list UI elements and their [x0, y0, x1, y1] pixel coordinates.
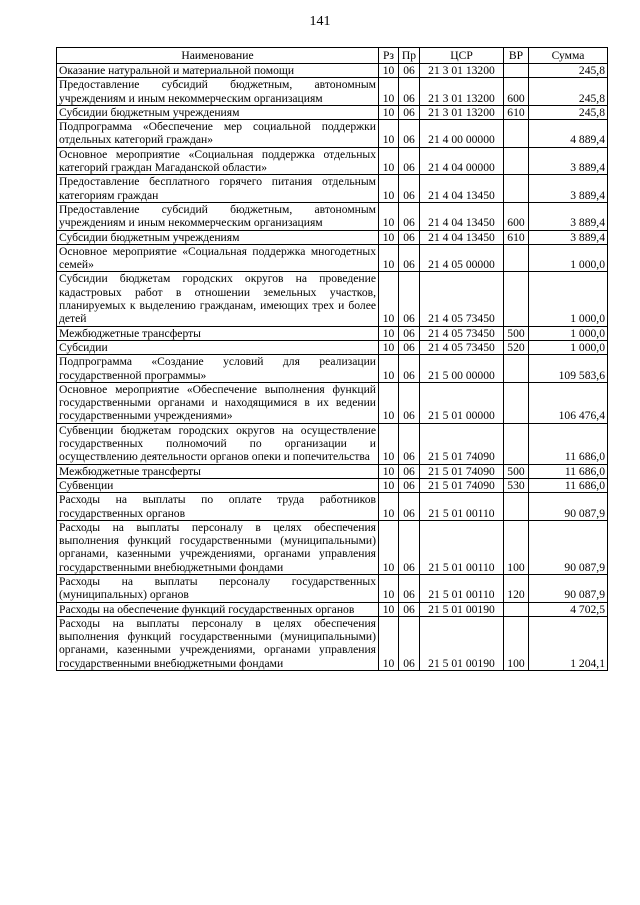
row-sum-cell: 3 889,4 [529, 147, 608, 175]
table-row [57, 175, 608, 203]
row-csr-cell: 21 5 01 74090 [420, 423, 504, 464]
row-rz-cell: 10 [379, 616, 399, 670]
column-header-csr: ЦСР [420, 48, 504, 64]
row-rz-cell: 10 [379, 147, 399, 175]
table-row [57, 493, 608, 521]
row-csr-cell: 21 3 01 13200 [420, 105, 504, 119]
row-vr-cell [504, 382, 529, 423]
row-sum-cell: 1 000,0 [529, 244, 608, 272]
row-pr-cell: 06 [399, 340, 420, 354]
table-row [57, 120, 608, 148]
table-row [57, 382, 608, 423]
row-csr-cell: 21 3 01 13200 [420, 64, 504, 78]
row-pr-cell: 06 [399, 478, 420, 492]
table-body [57, 64, 608, 671]
row-vr-cell [504, 175, 529, 203]
table-header-row [57, 48, 608, 64]
row-rz-cell: 10 [379, 382, 399, 423]
row-vr-cell: 610 [504, 230, 529, 244]
row-pr-cell: 06 [399, 423, 420, 464]
row-sum-cell: 1 000,0 [529, 340, 608, 354]
row-csr-cell: 21 4 04 13450 [420, 175, 504, 203]
row-pr-cell: 06 [399, 602, 420, 616]
row-rz-cell: 10 [379, 326, 399, 340]
table-row [57, 272, 608, 326]
row-sum-cell: 245,8 [529, 78, 608, 106]
row-csr-cell: 21 5 01 74090 [420, 464, 504, 478]
row-sum-cell: 11 686,0 [529, 423, 608, 464]
row-rz-cell: 10 [379, 202, 399, 230]
row-vr-cell: 500 [504, 464, 529, 478]
row-csr-cell: 21 4 04 13450 [420, 202, 504, 230]
row-pr-cell: 06 [399, 78, 420, 106]
row-rz-cell: 10 [379, 340, 399, 354]
row-pr-cell: 06 [399, 120, 420, 148]
row-sum-cell: 3 889,4 [529, 230, 608, 244]
row-pr-cell: 06 [399, 105, 420, 119]
row-vr-cell [504, 64, 529, 78]
row-rz-cell: 10 [379, 230, 399, 244]
column-header-rz: Рз [379, 48, 399, 64]
table-row [57, 326, 608, 340]
row-name-cell: Расходы на обеспечение функций государственных органов [57, 602, 379, 616]
row-csr-cell: 21 5 01 74090 [420, 478, 504, 492]
row-sum-cell: 4 889,4 [529, 120, 608, 148]
row-sum-cell: 3 889,4 [529, 175, 608, 203]
table-row [57, 602, 608, 616]
row-csr-cell: 21 4 00 00000 [420, 120, 504, 148]
row-name-cell: Основное мероприятие «Социальная поддержка многодетных семей» [57, 244, 379, 272]
row-sum-cell: 245,8 [529, 64, 608, 78]
table-row [57, 147, 608, 175]
budget-table [56, 47, 608, 671]
row-sum-cell: 11 686,0 [529, 464, 608, 478]
table-row [57, 355, 608, 383]
table-row [57, 202, 608, 230]
row-csr-cell: 21 4 05 00000 [420, 244, 504, 272]
row-pr-cell: 06 [399, 64, 420, 78]
row-sum-cell: 1 000,0 [529, 326, 608, 340]
page-number: 141 [309, 14, 331, 29]
row-vr-cell [504, 423, 529, 464]
row-csr-cell: 21 4 04 13450 [420, 230, 504, 244]
row-csr-cell: 21 4 05 73450 [420, 340, 504, 354]
row-rz-cell: 10 [379, 520, 399, 574]
row-sum-cell: 90 087,9 [529, 493, 608, 521]
row-sum-cell: 90 087,9 [529, 520, 608, 574]
row-rz-cell: 10 [379, 244, 399, 272]
row-csr-cell: 21 3 01 13200 [420, 78, 504, 106]
row-rz-cell: 10 [379, 272, 399, 326]
row-name-cell: Межбюджетные трансферты [57, 464, 379, 478]
column-header-vr: ВР [504, 48, 529, 64]
table-row [57, 105, 608, 119]
row-pr-cell: 06 [399, 147, 420, 175]
row-vr-cell: 500 [504, 326, 529, 340]
row-csr-cell: 21 5 01 00110 [420, 493, 504, 521]
row-rz-cell: 10 [379, 464, 399, 478]
row-pr-cell: 06 [399, 326, 420, 340]
row-name-cell: Субсидии бюджетным учреждениям [57, 105, 379, 119]
row-csr-cell: 21 5 01 00190 [420, 616, 504, 670]
row-vr-cell: 520 [504, 340, 529, 354]
row-pr-cell: 06 [399, 574, 420, 602]
row-sum-cell: 109 583,6 [529, 355, 608, 383]
row-vr-cell [504, 493, 529, 521]
row-name-cell: Субвенции [57, 478, 379, 492]
row-name-cell: Оказание натуральной и материальной помощи [57, 64, 379, 78]
row-sum-cell: 1 000,0 [529, 272, 608, 326]
row-csr-cell: 21 4 04 00000 [420, 147, 504, 175]
row-name-cell: Субсидии [57, 340, 379, 354]
column-header-sum: Сумма [529, 48, 608, 64]
row-name-cell: Расходы на выплаты по оплате труда работников государственных органов [57, 493, 379, 521]
table-row [57, 478, 608, 492]
row-rz-cell: 10 [379, 574, 399, 602]
table-row [57, 340, 608, 354]
table-row [57, 574, 608, 602]
table-row [57, 616, 608, 670]
row-pr-cell: 06 [399, 175, 420, 203]
row-name-cell: Расходы на выплаты персоналу в целях обеспечения выполнения функций государственными (муниципальными) органами, казенными учреждениями, органами управления государственными внебюджетными фондами [57, 616, 379, 670]
row-name-cell: Основное мероприятие «Социальная поддержка отдельных категорий граждан Магаданской области» [57, 147, 379, 175]
row-csr-cell: 21 5 01 00110 [420, 520, 504, 574]
row-csr-cell: 21 5 00 00000 [420, 355, 504, 383]
row-csr-cell: 21 5 01 00000 [420, 382, 504, 423]
table-row [57, 230, 608, 244]
row-name-cell: Предоставление бесплатного горячего питания отдельным категориям граждан [57, 175, 379, 203]
row-name-cell: Субсидии бюджетным учреждениям [57, 230, 379, 244]
row-sum-cell: 106 476,4 [529, 382, 608, 423]
row-vr-cell: 600 [504, 78, 529, 106]
row-vr-cell [504, 272, 529, 326]
row-vr-cell: 100 [504, 616, 529, 670]
row-vr-cell: 600 [504, 202, 529, 230]
column-header-pr: Пр [399, 48, 420, 64]
row-rz-cell: 10 [379, 175, 399, 203]
row-pr-cell: 06 [399, 230, 420, 244]
row-vr-cell [504, 147, 529, 175]
table-row [57, 423, 608, 464]
row-rz-cell: 10 [379, 478, 399, 492]
row-pr-cell: 06 [399, 520, 420, 574]
table-row [57, 244, 608, 272]
row-rz-cell: 10 [379, 493, 399, 521]
row-vr-cell: 530 [504, 478, 529, 492]
row-name-cell: Основное мероприятие «Обеспечение выполнения функций государственными органами и находящимися в их ведении государственными учреждениями» [57, 382, 379, 423]
table-row [57, 64, 608, 78]
row-pr-cell: 06 [399, 382, 420, 423]
row-pr-cell: 06 [399, 355, 420, 383]
row-vr-cell [504, 355, 529, 383]
row-sum-cell: 11 686,0 [529, 478, 608, 492]
row-csr-cell: 21 4 05 73450 [420, 326, 504, 340]
row-sum-cell: 1 204,1 [529, 616, 608, 670]
row-sum-cell: 245,8 [529, 105, 608, 119]
row-sum-cell: 3 889,4 [529, 202, 608, 230]
row-name-cell: Подпрограмма «Создание условий для реализации государственной программы» [57, 355, 379, 383]
row-name-cell: Расходы на выплаты персоналу в целях обеспечения выполнения функций государственными (муниципальными) органами, казенными учреждениями, органами управления государственными внебюджетными фондами [57, 520, 379, 574]
row-pr-cell: 06 [399, 202, 420, 230]
row-rz-cell: 10 [379, 105, 399, 119]
row-pr-cell: 06 [399, 244, 420, 272]
row-name-cell: Подпрограмма «Обеспечение мер социальной поддержки отдельных категорий граждан» [57, 120, 379, 148]
row-name-cell: Предоставление субсидий бюджетным, автономным учреждениям и иным некоммерческим организациям [57, 202, 379, 230]
row-vr-cell [504, 120, 529, 148]
row-rz-cell: 10 [379, 423, 399, 464]
row-vr-cell: 100 [504, 520, 529, 574]
row-sum-cell: 90 087,9 [529, 574, 608, 602]
row-rz-cell: 10 [379, 78, 399, 106]
row-csr-cell: 21 5 01 00190 [420, 602, 504, 616]
row-rz-cell: 10 [379, 120, 399, 148]
row-pr-cell: 06 [399, 464, 420, 478]
column-header-name: Наименование [57, 48, 379, 64]
row-name-cell: Субсидии бюджетам городских округов на проведение кадастровых работ в отношении земельных участков, планируемых к выделению гражданам, имеющих трех и более детей [57, 272, 379, 326]
row-sum-cell: 4 702,5 [529, 602, 608, 616]
table-row [57, 78, 608, 106]
row-vr-cell: 120 [504, 574, 529, 602]
table-row [57, 520, 608, 574]
row-name-cell: Межбюджетные трансферты [57, 326, 379, 340]
row-name-cell: Расходы на выплаты персоналу государственных (муниципальных) органов [57, 574, 379, 602]
row-vr-cell [504, 244, 529, 272]
row-vr-cell: 610 [504, 105, 529, 119]
row-vr-cell [504, 602, 529, 616]
row-pr-cell: 06 [399, 493, 420, 521]
table-row [57, 464, 608, 478]
row-pr-cell: 06 [399, 616, 420, 670]
row-name-cell: Предоставление субсидий бюджетным, автономным учреждениям и иным некоммерческим организациям [57, 78, 379, 106]
row-csr-cell: 21 4 05 73450 [420, 272, 504, 326]
row-rz-cell: 10 [379, 64, 399, 78]
row-rz-cell: 10 [379, 602, 399, 616]
row-name-cell: Субвенции бюджетам городских округов на осуществление государственных полномочий по организации и осуществлению деятельности органов опеки и попечительства [57, 423, 379, 464]
row-pr-cell: 06 [399, 272, 420, 326]
row-csr-cell: 21 5 01 00110 [420, 574, 504, 602]
row-rz-cell: 10 [379, 355, 399, 383]
